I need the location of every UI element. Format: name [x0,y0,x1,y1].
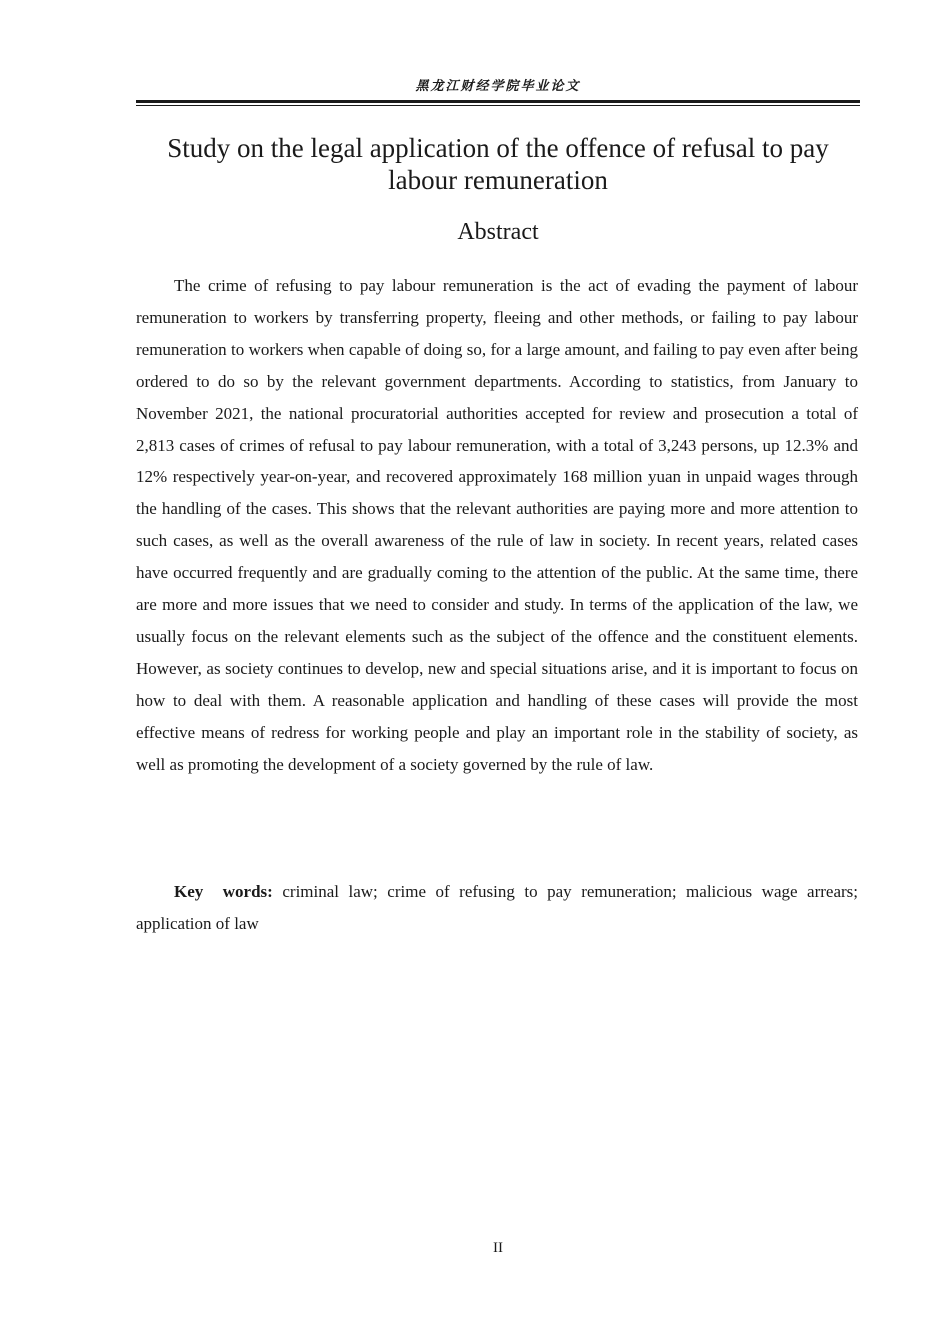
header-rule-thick [136,100,860,103]
thesis-title: Study on the legal application of the offence of refusal to pay labour remuneration [167,133,829,195]
keywords-text: criminal law; crime of refusing to pay remuneration; malicious wage arrears; application of law [136,882,859,933]
keywords-paragraph [136,876,858,940]
keywords-label: Key words: [174,882,273,901]
abstract-body: The crime of refusing to pay labour remuneration is the act of evading the payment of labour remuneration to workers by transferring property, fleeing and other methods, or failing to pay labour remuneration to workers when capable of doing so, for a large amount, and failing to pay even after being ordered to do so by the relevant government departments. According to statistics, from January to November 2021, the national procuratorial authorities accepted for review and prosecution a total of 2,813 cases of crimes of refusal to pay labour remuneration, with a total of 3,243 persons, up 12.3% and 12% respectively year-on-year, and recovered approximately 168 million yuan in unpaid wages through the handling of the cases. This shows that the relevant authorities are paying more and more attention to such cases, as well as the overall awareness of the rule of law in society. In recent years, related cases have occurred frequently and are gradually coming to the attention of the public. At the same time, there are more and more issues that we need to consider and study. In terms of the application of the law, we usually focus on the relevant elements such as the subject of the offence and the constituent elements. However, as society continues to develop, new and special situations arise, and it is important to focus on how to deal with them. A reasonable application and handling of these cases will provide the most effective means of redress for working people and play an important role in the stability of society, as well as promoting the development of a society governed by the rule of law. [136,276,858,774]
header-rule-thin [136,105,860,106]
page-number: II [493,1240,503,1256]
running-header: 黑龙江财经学院毕业论文 [415,79,581,94]
abstract-heading: Abstract [457,219,539,245]
